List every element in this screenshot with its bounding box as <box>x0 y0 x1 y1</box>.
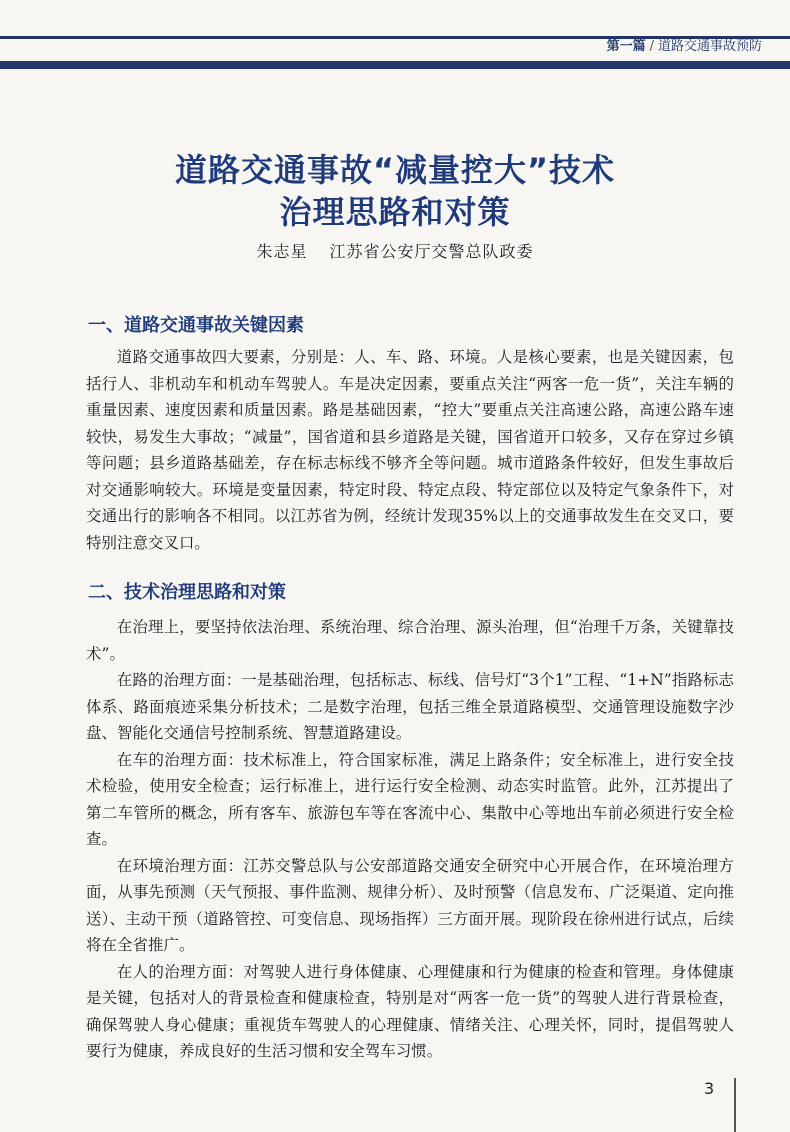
author-name: 朱志星 <box>256 242 308 261</box>
paragraph: 在人的治理方面：对驾驶人进行身体健康、心理健康和行为健康的检查和管理。身体健康是关键，包括对人的背景检查和健康检查，特别是对“两客一危一货”的驾驶人进行背景检查，确保驾驶人身心健康；重视货车驾驶人的心理健康、情绪关注、心理关怀，同时，提倡驾驶人要行为健康，养成良好的生活习惯和安全驾车习惯。 <box>86 962 734 1060</box>
section-heading-1: 一、道路交通事故关键因素 <box>88 315 304 336</box>
section-heading-2: 二、技术治理思路和对策 <box>88 582 286 603</box>
paragraph: 道路交通事故四大要素，分别是：人、车、路、环境。人是核心要素，也是关键因素，包括行人、非机动车和机动车驾驶人。车是决定因素，要重点关注“两客一危一货”，关注车辆的重量因素、速度因素和质量因素。路是基础因素，“控大”要重点关注高速公路，高速公路车速较快，易发生大事故；“减量”，国省道和县乡道路是关键，国省道开口较多，又存在穿过乡镇等问题；县乡道路基础差，存在标志标线不够齐全等问题。城市道路条件较好，但发生事故后对交通影响较大。环境是变量因素，特定时段、特定点段、特定部位以及特定气象条件下，对交通出行的影响各不相同。以江苏省为例，经统计发现35%以上的交通事故发生在交叉口，要特别注意交叉口。 <box>86 348 734 552</box>
header-separator: / <box>649 39 654 54</box>
header-bar <box>0 61 790 69</box>
article-title-line-1: 道路交通事故“减量控大”技术 <box>174 151 616 189</box>
header-part-label: 第一篇 <box>606 39 646 54</box>
header-section-label: 道路交通事故预防 <box>657 39 762 54</box>
author-affiliation: 江苏省公安厅交警总队政委 <box>329 242 534 261</box>
paragraph: 在环境治理方面：江苏交警总队与公安部道路交通安全研究中心开展合作，在环境治理方面，从事先预测（天气预报、事件监测、规律分析）、及时预警（信息发布、广泛渠道、定向推送）、主动干预（道路管控、可变信息、现场指挥）三方面开展。现阶段在徐州进行试点，后续将在全省推广。 <box>86 856 734 954</box>
paragraph: 在治理上，要坚持依法治理、系统治理、综合治理、源头治理，但“治理千万条，关键靠技术”。 <box>86 618 734 663</box>
running-header <box>607 36 762 58</box>
page-number: 3 <box>704 1079 715 1098</box>
paragraph: 在车的治理方面：技术标准上，符合国家标准，满足上路条件；安全标准上，进行安全技术检验，使用安全检查；运行标准上，进行运行安全检测、动态实时监管。此外，江苏提出了第二车管所的概念，所有客车、旅游包车等在客流中心、集散中心等地出车前必须进行安全检查。 <box>86 750 734 848</box>
page-number-rule <box>734 1078 736 1132</box>
article-title-line-2: 治理思路和对策 <box>279 193 511 231</box>
section-2-body <box>86 614 734 1065</box>
paragraph: 在路的治理方面：一是基础治理，包括标志、标线、信号灯“3个1”工程、“1+N”指路标志体系、路面痕迹采集分析技术；二是数字治理，包括三维全景道路模型、交通管理设施数字沙盘、智能化交通信号控制系统、智慧道路建设。 <box>86 671 734 742</box>
section-1-body <box>86 344 734 556</box>
byline <box>0 239 790 262</box>
